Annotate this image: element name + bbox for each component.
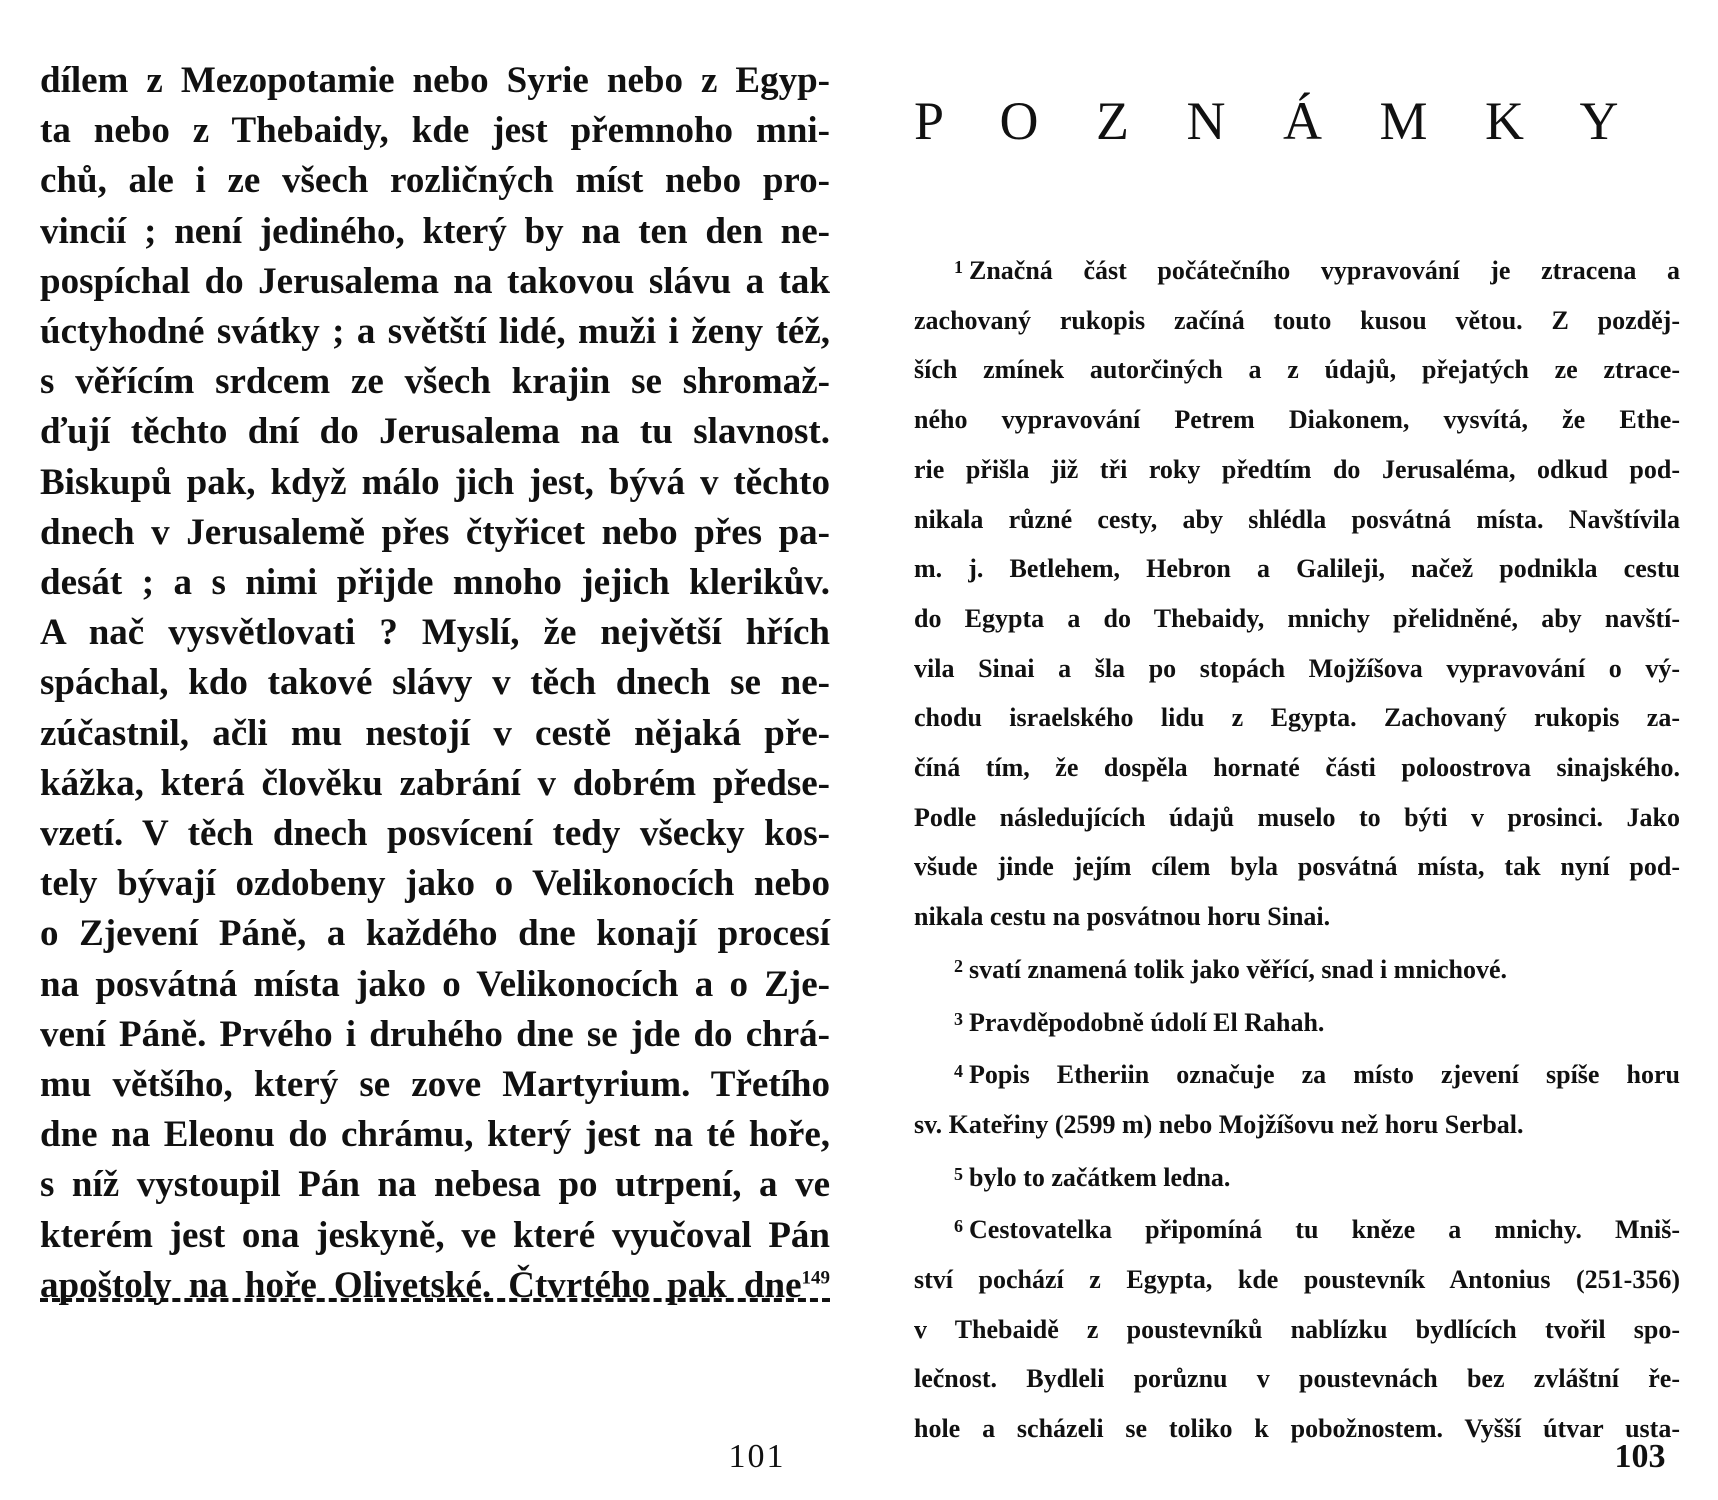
text-line: spáchal, kdo takové slávy v těch dnech se ne-	[40, 662, 830, 704]
note-1-line: všude jinde jejím cílem byla posvátná místa, tak nyní pod-	[914, 852, 1680, 882]
note-number: 5	[954, 1163, 963, 1184]
note-3-line: $^3$ Pravděpodobně údolí El Rahah.	[954, 1007, 1325, 1037]
note-1-line: zachovaný rukopis začíná touto kusou větou. Z pozděj-	[914, 305, 1680, 335]
note-number: 3	[954, 1008, 963, 1029]
note-5-line: $^5$ bylo to začátkem ledna.	[954, 1162, 1231, 1192]
page-number-left: 101	[728, 1438, 786, 1475]
note-2-line: $^2$ svatí znamená tolik jako věřící, snad i mnichové.	[954, 954, 1508, 984]
text-line: chů, ale i ze všech rozličných míst nebo pro-	[40, 160, 830, 202]
text-line: desát ; a s nimi přijde mnoho jejich klerikův.	[40, 562, 830, 604]
text-line-last	[40, 1261, 830, 1311]
note-1-line: nikala cestu na posvátnou horu Sinai.	[914, 902, 1331, 932]
note-number: 6	[954, 1216, 963, 1237]
text-line: s věřícím srdcem ze všech krajin se shromaž-	[40, 361, 830, 403]
text-line: A nač vysvětlovati ? Myslí, že největší hřích	[40, 612, 830, 654]
text-line: vení Páně. Prvého i druhého dne se jde do chrá-	[40, 1013, 830, 1055]
note-6-line: v Thebaidě z poustevníků nablízku bydlících tvořil spo-	[914, 1314, 1680, 1344]
notes-list	[914, 243, 1680, 1454]
text-line: Biskupů pak, když málo jich jest, bývá v těchto	[40, 461, 830, 503]
text-line: kterém jest ona jeskyně, ve které vyučoval Pán	[40, 1214, 830, 1256]
note-1-line: nikala různé cesty, aby shlédla posvátná místa. Navštívila	[914, 504, 1680, 534]
text-line: ta nebo z Thebaidy, kde jest přemnoho mni-	[40, 110, 830, 152]
footnote-reference: 149	[801, 1267, 830, 1289]
text-line: úctyhodné svátky ; a světští lidé, muži i ženy též,	[40, 311, 830, 353]
text-line: vzetí. V těch dnech posvícení tedy všecky kos-	[40, 813, 830, 855]
right-page	[860, 0, 1718, 1500]
note-1-line: m. j. Betlehem, Hebron a Galileji, načež podnikla cestu	[914, 554, 1680, 584]
note-1-line: $^1$ Značná část počátečního vypravování je ztracena a	[954, 256, 1680, 285]
note-1-line: Podle následujících údajů muselo to býti v prosinci. Jako	[914, 802, 1680, 832]
note-6-line: $^6$ Cestovatelka připomíná tu kněze a mnichy. Mniš-	[954, 1215, 1680, 1245]
text-line: kážka, která člověku zabrání v dobrém předse-	[40, 762, 830, 804]
note-6-line: hole a scházeli se toliko k pobožnostem. Vyšší útvar usta-	[914, 1414, 1680, 1444]
text-line: ďují těchto dní do Jerusalema na tu slavnost.	[40, 411, 830, 453]
text-line: dnech v Jerusalemě přes čtyřicet nebo přes pa-	[40, 511, 830, 553]
note-1-line: do Egypta a do Thebaidy, mnichy přelidněné, aby navští-	[914, 603, 1680, 633]
text-line: pospíchal do Jerusalema na takovou slávu a tak	[40, 260, 830, 302]
notes-heading: P O Z N Á M K Y	[914, 91, 1641, 151]
note-6-line: lečnost. Bydleli porůznu v poustevnách bez zvláštní ře-	[914, 1364, 1680, 1394]
note-4-line: sv. Kateřiny (2599 m) nebo Mojžíšovu než horu Serbal.	[914, 1109, 1524, 1139]
text-line: zúčastnil, ačli mu nestojí v cestě nějaká pře-	[40, 712, 830, 754]
note-number: 2	[954, 955, 963, 976]
text-line: dne na Eleonu do chrámu, který jest na té hoře,	[40, 1114, 830, 1156]
text-line-content: apoštoly na hoře Olivetské. Čtvrtého pak dne	[40, 1264, 802, 1306]
dashed-divider	[40, 1298, 830, 1302]
text-line: tely bývají ozdobeny jako o Velikonocích nebo	[40, 863, 830, 905]
text-line: o Zjevení Páně, a každého dne konají procesí	[40, 913, 830, 955]
note-1-line: rie přišla již tři roky předtím do Jerusaléma, odkud pod-	[914, 454, 1680, 484]
note-6-line: ství pochází z Egypta, kde poustevník Antonius (251-356)	[914, 1265, 1680, 1295]
note-1-line: chodu israelského lidu z Egypta. Zachovaný rukopis za-	[914, 703, 1680, 733]
note-1-line: ného vypravování Petrem Diakonem, vysvítá, že Ethe-	[914, 405, 1680, 435]
text-line: s níž vystoupil Pán na nebesa po utrpení, a ve	[40, 1164, 830, 1206]
text-line: dílem z Mezopotamie nebo Syrie nebo z Egyp-	[40, 60, 830, 101]
page-number-right: 103	[1614, 1438, 1666, 1475]
note-4-line: $^4$ Popis Etheriin označuje za místo zjevení spíše horu	[954, 1060, 1680, 1090]
body-text	[40, 56, 830, 1311]
note-number: 1	[954, 257, 963, 277]
note-1-line: ších zmínek autorčiných a z údajů, přejatých ze ztrace-	[914, 355, 1680, 385]
note-1-line: vila Sinai a šla po stopách Mojžíšova vypravování o vý-	[914, 653, 1680, 683]
note-number: 4	[954, 1061, 963, 1082]
note-1-line: číná tím, že dospěla hornaté části poloostrova sinajského.	[914, 753, 1680, 783]
text-line: mu většího, který se zove Martyrium. Třetího	[40, 1064, 830, 1106]
text-line: vincií ; není jediného, který by na ten den ne-	[40, 210, 830, 252]
text-line: na posvátná místa jako o Velikonocích a o Zje-	[40, 963, 830, 1005]
